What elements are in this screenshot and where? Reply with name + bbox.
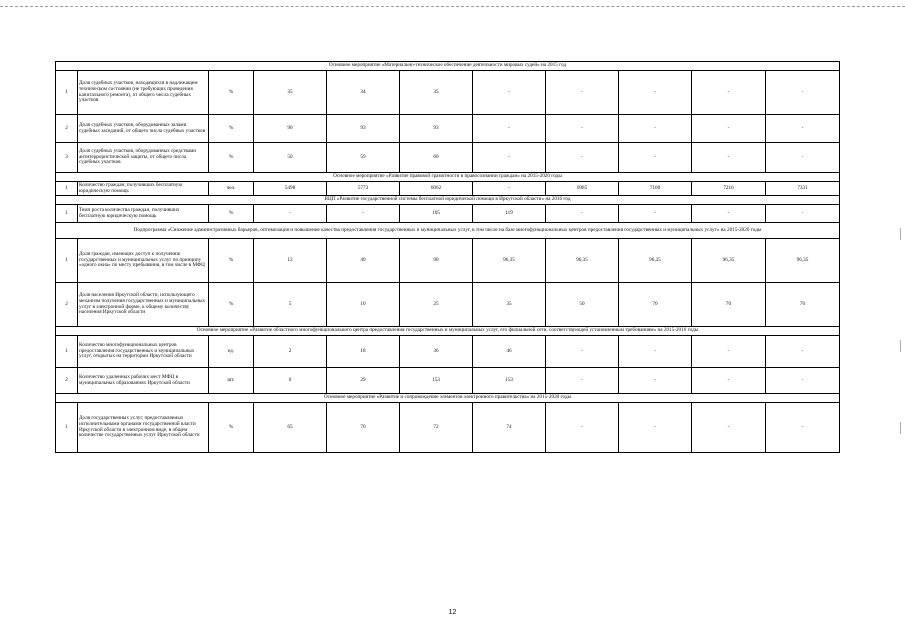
- value-cell: 35: [400, 71, 473, 115]
- value-cell: 50: [546, 283, 619, 327]
- section-title: Основное мероприятие «Развитие и сопровождение элементов электронного правительства» на 2015-2020 годы: [56, 394, 840, 403]
- section-header-row: [56, 327, 840, 336]
- value-cell: -: [619, 115, 692, 143]
- indicators-table: [55, 61, 840, 453]
- value-cell: -: [766, 115, 840, 143]
- value-cell: 119: [473, 205, 546, 223]
- value-cell: -: [619, 71, 692, 115]
- value-cell: 5773: [327, 182, 400, 196]
- indicator-name-cell: Количество граждан, получивших бесплатную юридическую помощь: [78, 182, 209, 196]
- table-row: [56, 403, 840, 453]
- value-cell: 12: [254, 239, 327, 283]
- row-number-cell: 1: [56, 205, 78, 223]
- value-cell: 35: [473, 283, 546, 327]
- value-cell: 25: [400, 283, 473, 327]
- row-number-cell: 1: [56, 336, 78, 368]
- value-cell: -: [692, 403, 766, 453]
- section-title: Подпрограмма «Снижение административных барьеров, оптимизация и повышение качества предоставления государственных и муниципальных услуг, в том числе на базе многофункциональных центров предоставления государственных и муниципальных услуг» на 2015-2020 годы: [56, 223, 840, 239]
- value-cell: 36: [400, 336, 473, 368]
- value-cell: 2: [254, 336, 327, 368]
- value-cell: -: [254, 205, 327, 223]
- row-number-cell: 1: [56, 182, 78, 196]
- unit-cell: %: [209, 403, 254, 453]
- value-cell: 18: [327, 336, 400, 368]
- row-number-cell: 2: [56, 368, 78, 394]
- indicator-name-cell: Доля населения Иркутской области, использующего механизм получения государственных и муниципальных услуг в электронной форме, к общему количеству населения Иркутской области: [78, 283, 209, 327]
- value-cell: -: [546, 115, 619, 143]
- value-cell: -: [327, 205, 400, 223]
- value-cell: 96,35: [692, 239, 766, 283]
- table-row: [56, 283, 840, 327]
- value-cell: 10: [327, 283, 400, 327]
- value-cell: 96,35: [766, 239, 840, 283]
- table-row: [56, 115, 840, 143]
- value-cell: 7331: [766, 182, 840, 196]
- unit-cell: %: [209, 283, 254, 327]
- value-cell: 96,35: [473, 239, 546, 283]
- section-header-row: [56, 62, 840, 71]
- value-cell: -: [546, 368, 619, 394]
- value-cell: -: [692, 143, 766, 173]
- scan-edge-mark: [900, 228, 901, 240]
- value-cell: 105: [400, 205, 473, 223]
- value-cell: -: [692, 205, 766, 223]
- value-cell: 5498: [254, 182, 327, 196]
- value-cell: 93: [327, 115, 400, 143]
- unit-cell: %: [209, 205, 254, 223]
- unit-cell: %: [209, 143, 254, 173]
- section-title: Основное мероприятие «Развитие областного многофункционального центра предоставления государственных и муниципальных услуг, его филиальной сети, соответствующей установленным требованиям» на 2015-2016 годы: [56, 327, 840, 336]
- value-cell: 46: [473, 336, 546, 368]
- unit-cell: ед.: [209, 336, 254, 368]
- value-cell: -: [766, 403, 840, 453]
- value-cell: 74: [473, 403, 546, 453]
- row-number-cell: 1: [56, 239, 78, 283]
- indicator-name-cell: Темп роста количества граждан, получивших бесплатную юридическую помощь: [78, 205, 209, 223]
- indicator-name-cell: Доля судебных участков, оборудованных залами судебных заседаний, от общего числа судебных участков: [78, 115, 209, 143]
- value-cell: 65: [254, 403, 327, 453]
- unit-cell: чел.: [209, 182, 254, 196]
- scan-edge-mark: [900, 340, 901, 352]
- scan-edge-mark: [900, 422, 901, 434]
- value-cell: 70: [619, 283, 692, 327]
- section-title: Основное мероприятие «Развитие правовой грамотности в правосознании граждан» на 2015-2020 годы: [56, 173, 840, 182]
- value-cell: 70: [766, 283, 840, 327]
- indicator-name-cell: Доля граждан, имеющих доступ к получению государственных и муниципальных услуг по принципу «одного окна» по месту пребывания, в том числе в МФЦ: [78, 239, 209, 283]
- value-cell: -: [546, 336, 619, 368]
- value-cell: 96,35: [619, 239, 692, 283]
- value-cell: 60: [400, 143, 473, 173]
- table-row: [56, 239, 840, 283]
- table-row: [56, 205, 840, 223]
- table-row: [56, 336, 840, 368]
- section-header-row: [56, 223, 840, 239]
- value-cell: -: [619, 205, 692, 223]
- value-cell: 7100: [619, 182, 692, 196]
- value-cell: 0: [254, 368, 327, 394]
- section-header-row: [56, 173, 840, 182]
- value-cell: 5: [254, 283, 327, 327]
- unit-cell: %: [209, 239, 254, 283]
- value-cell: 6985: [546, 182, 619, 196]
- value-cell: -: [473, 115, 546, 143]
- section-title: ВЦП «Развитие государственной системы бесплатной юридической помощи в Иркутской области» на 2016 год: [56, 196, 840, 205]
- value-cell: -: [546, 143, 619, 173]
- indicator-name-cell: Доля судебных участков, находящихся в надлежащем техническом состоянии (не требующих проведения капитального ремонта), от общего числа судебных участков: [78, 71, 209, 115]
- value-cell: -: [692, 336, 766, 368]
- value-cell: -: [692, 368, 766, 394]
- value-cell: -: [619, 143, 692, 173]
- value-cell: 59: [327, 143, 400, 173]
- value-cell: 34: [327, 71, 400, 115]
- indicator-name-cell: Доля государственных услуг, предоставляемых исполнительными органами государственной власти Иркутской области в электронном виде, в общем количестве государственных услуг Иркутской области: [78, 403, 209, 453]
- value-cell: 153: [473, 368, 546, 394]
- value-cell: 7216: [692, 182, 766, 196]
- indicator-name-cell: Доля судебных участков, оборудованных средствами антитеррористической защиты, от общего числа судебных участков: [78, 143, 209, 173]
- value-cell: 40: [327, 239, 400, 283]
- value-cell: 93: [400, 115, 473, 143]
- page-number: 12: [448, 609, 457, 616]
- unit-cell: шт.: [209, 368, 254, 394]
- value-cell: -: [766, 143, 840, 173]
- value-cell: -: [766, 71, 840, 115]
- value-cell: 50: [254, 143, 327, 173]
- value-cell: -: [766, 205, 840, 223]
- indicator-name-cell: Количество многофункциональных центров предоставления государственных и муниципальных услуг, открытых на территории Иркутской области: [78, 336, 209, 368]
- value-cell: -: [619, 403, 692, 453]
- section-title: Основное мероприятие «Материально-техническое обеспечение деятельности мировых судей» на 2015 год: [56, 62, 840, 71]
- table-row: [56, 182, 840, 196]
- value-cell: -: [546, 403, 619, 453]
- value-cell: -: [766, 368, 840, 394]
- value-cell: -: [692, 115, 766, 143]
- value-cell: 29: [327, 368, 400, 394]
- scan-top-border: [0, 6, 905, 8]
- table-row: [56, 71, 840, 115]
- value-cell: -: [766, 336, 840, 368]
- value-cell: 35: [254, 71, 327, 115]
- value-cell: 90: [400, 239, 473, 283]
- value-cell: 70: [692, 283, 766, 327]
- value-cell: -: [619, 368, 692, 394]
- section-header-row: [56, 196, 840, 205]
- value-cell: 96,35: [546, 239, 619, 283]
- value-cell: -: [619, 336, 692, 368]
- indicator-name-cell: Количество удаленных рабочих мест МФЦ в муниципальных образованиях Иркутской области: [78, 368, 209, 394]
- row-number-cell: 2: [56, 283, 78, 327]
- value-cell: -: [546, 205, 619, 223]
- table-row: [56, 368, 840, 394]
- row-number-cell: 2: [56, 115, 78, 143]
- value-cell: 153: [400, 368, 473, 394]
- row-number-cell: 1: [56, 71, 78, 115]
- value-cell: 6062: [400, 182, 473, 196]
- value-cell: 72: [400, 403, 473, 453]
- unit-cell: %: [209, 71, 254, 115]
- value-cell: -: [473, 143, 546, 173]
- section-header-row: [56, 394, 840, 403]
- value-cell: -: [473, 71, 546, 115]
- value-cell: -: [692, 71, 766, 115]
- value-cell: -: [473, 182, 546, 196]
- row-number-cell: 3: [56, 143, 78, 173]
- value-cell: 70: [327, 403, 400, 453]
- value-cell: -: [546, 71, 619, 115]
- value-cell: 90: [254, 115, 327, 143]
- row-number-cell: 1: [56, 403, 78, 453]
- unit-cell: %: [209, 115, 254, 143]
- table-row: [56, 143, 840, 173]
